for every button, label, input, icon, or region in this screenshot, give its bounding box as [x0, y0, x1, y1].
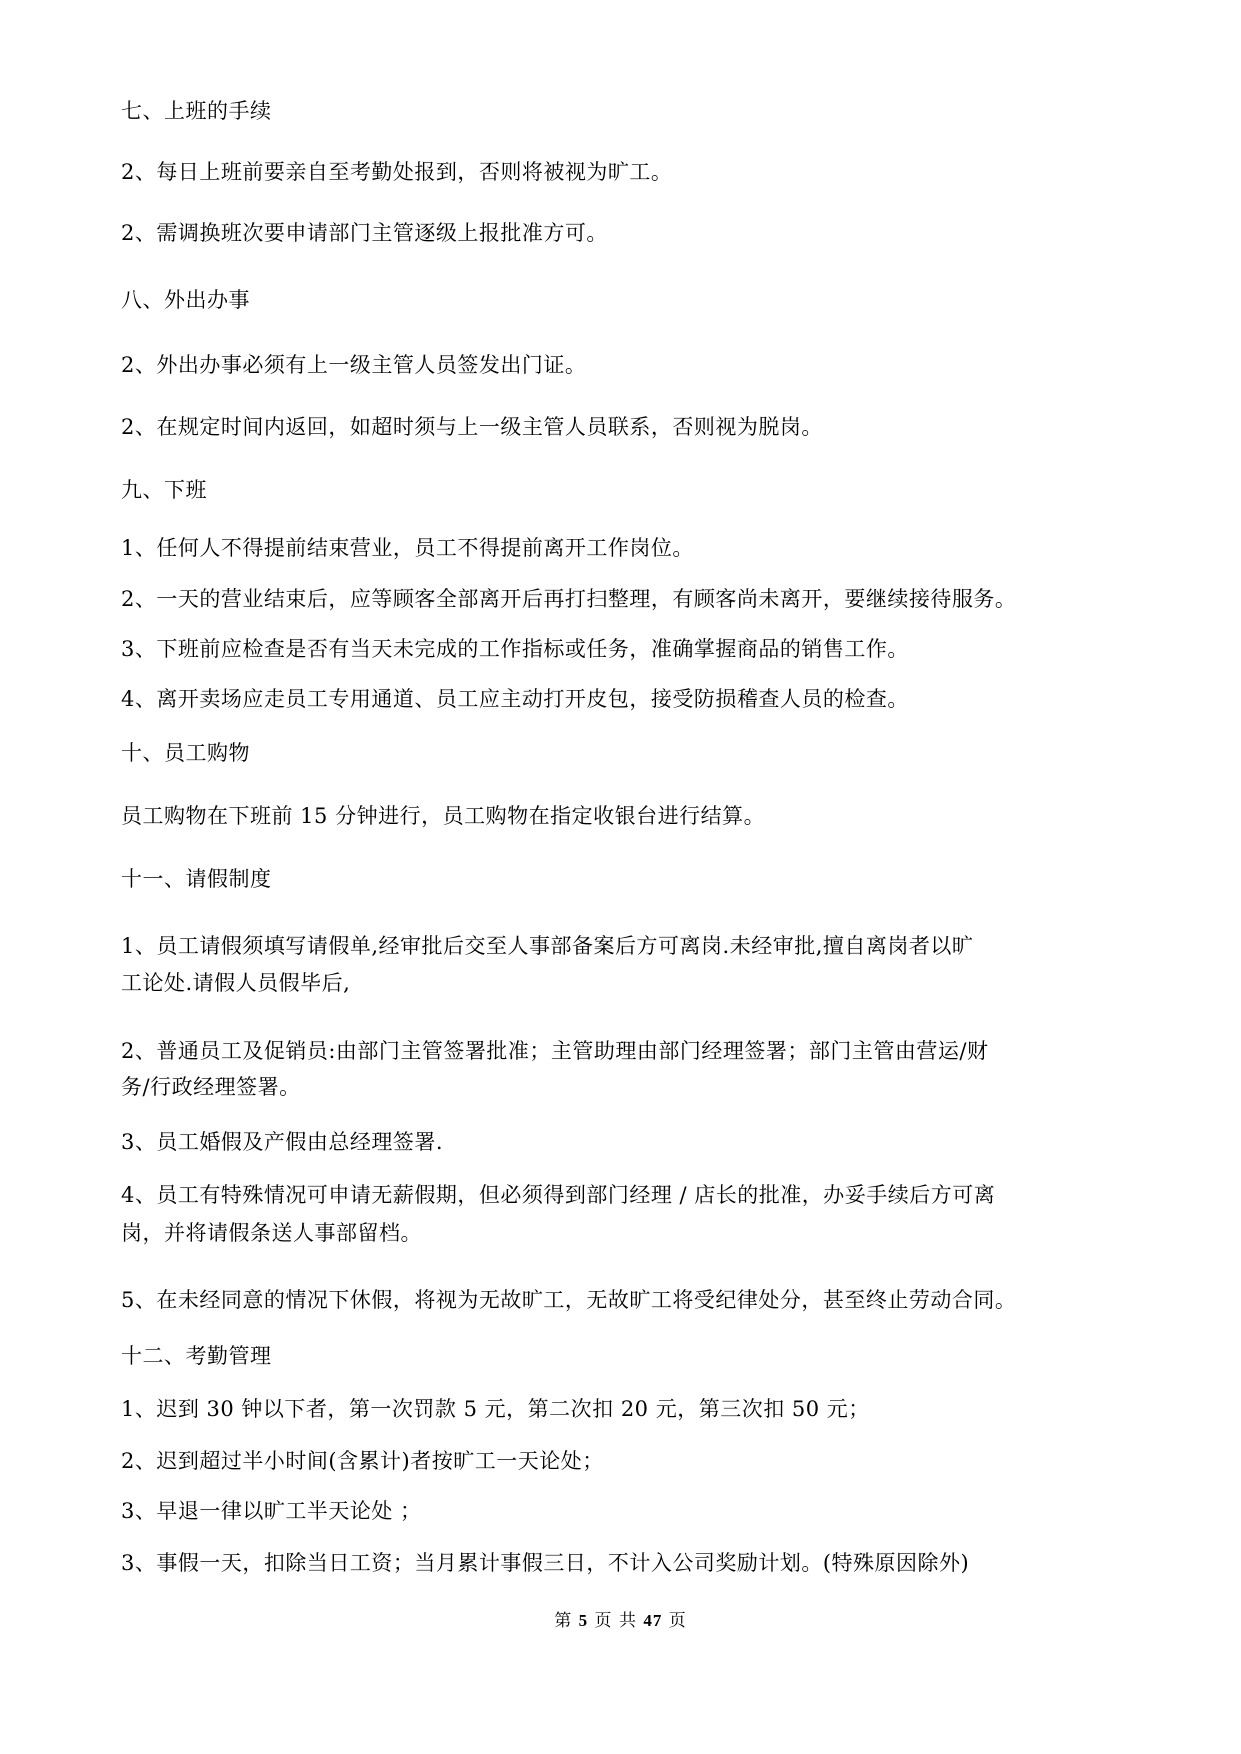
paragraph-item: 2、普通员工及促销员:由部门主管签署批准；主管助理由部门经理签署；部门主管由营运/财 — [121, 1039, 989, 1063]
paragraph-continuation: 岗，并将请假条送人事部留档。 — [121, 1221, 422, 1245]
paragraph-item: 2、每日上班前要亲自至考勤处报到，否则将被视为旷工。 — [121, 160, 673, 184]
page-footer — [0, 1606, 1241, 1631]
paragraph-continuation: 务/行政经理签署。 — [121, 1075, 301, 1099]
section-heading-12: 十二、考勤管理 — [121, 1344, 272, 1368]
paragraph-continuation: 工论处.请假人员假毕后, — [121, 971, 351, 995]
paragraph-item: 3、下班前应检查是否有当天未完成的工作指标或任务，准确掌握商品的销售工作。 — [121, 637, 909, 661]
section-heading-11: 十一、请假制度 — [121, 867, 272, 891]
paragraph-item: 3、早退一律以旷工半天论处 ； — [121, 1499, 422, 1523]
paragraph-item: 1、任何人不得提前结束营业，员工不得提前离开工作岗位。 — [121, 536, 694, 560]
section-heading-7: 七、上班的手续 — [121, 99, 272, 123]
paragraph-item: 2、外出办事必须有上一级主管人员签发出门证。 — [121, 353, 587, 377]
footer-prefix: 第 — [554, 1611, 573, 1631]
paragraph-item: 2、需调换班次要申请部门主管逐级上报批准方可。 — [121, 221, 608, 245]
section-heading-10: 十、员工购物 — [121, 741, 250, 765]
paragraph-item: 5、在未经同意的情况下休假，将视为无故旷工，无故旷工将受纪律处分，甚至终止劳动合同。 — [121, 1288, 1017, 1312]
paragraph-item: 2、一天的营业结束后，应等顾客全部离开后再打扫整理，有顾客尚未离开，要继续接待服务。 — [121, 587, 1017, 611]
paragraph-item: 4、离开卖场应走员工专用通道、员工应主动打开皮包，接受防损稽查人员的检查。 — [121, 687, 909, 711]
paragraph-item: 1、迟到 30 钟以下者，第一次罚款 5 元，第二次扣 20 元，第三次扣 50 元； — [121, 1397, 870, 1421]
section-heading-8: 八、外出办事 — [121, 288, 250, 312]
footer-middle: 页 共 — [594, 1611, 637, 1631]
paragraph-item: 员工购物在下班前 15 分钟进行，员工购物在指定收银台进行结算。 — [121, 804, 766, 828]
paragraph-item: 3、员工婚假及产假由总经理签署. — [121, 1130, 444, 1154]
page-number: 5 — [578, 1611, 589, 1630]
paragraph-item: 3、事假一天，扣除当日工资；当月累计事假三日，不计入公司奖励计划。(特殊原因除外) — [121, 1551, 970, 1575]
section-heading-9: 九、下班 — [121, 478, 207, 502]
footer-suffix: 页 — [668, 1611, 687, 1631]
paragraph-item: 2、迟到超过半小时间(含累计)者按旷工一天论处； — [121, 1449, 604, 1473]
paragraph-item: 1、员工请假须填写请假单,经审批后交至人事部备案后方可离岗.未经审批,擅自离岗者以旷 — [121, 934, 974, 958]
paragraph-item: 4、员工有特殊情况可申请无薪假期，但必须得到部门经理 / 店长的批准，办妥手续后方可离 — [121, 1183, 996, 1207]
total-pages: 47 — [643, 1611, 663, 1630]
paragraph-item: 2、在规定时间内返回，如超时须与上一级主管人员联系，否则视为脱岗。 — [121, 415, 823, 439]
